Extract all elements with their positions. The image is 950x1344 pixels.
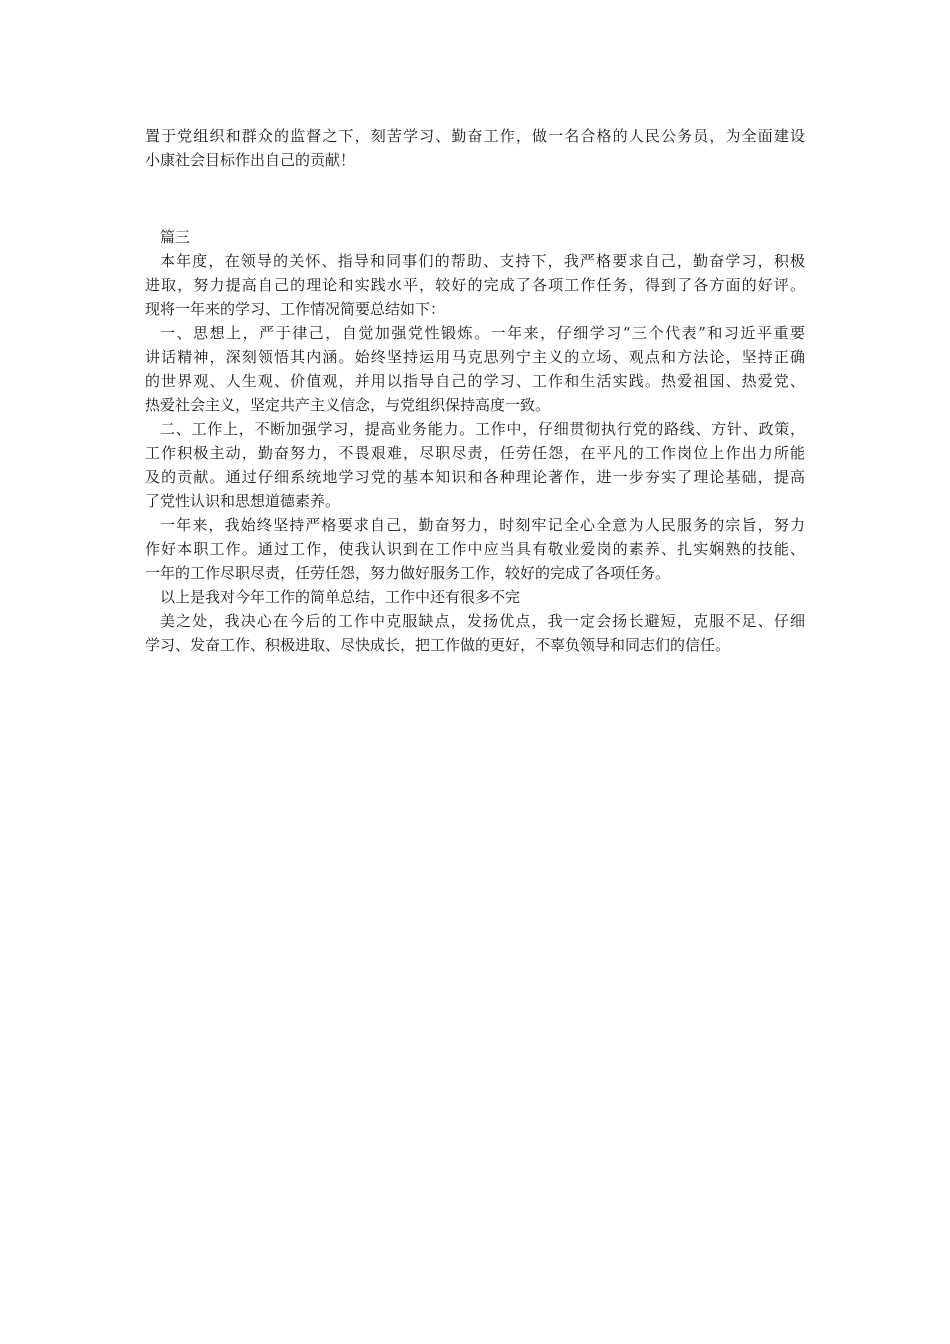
text-line: 进取，努力提高自己的理论和实践水平，较好的完成了各项工作任务，得到了各方面的好评。 [145,276,805,294]
text-line: 现将一年来的学习、工作情况简要总结如下： [145,300,446,318]
text-line: 小康社会目标作出自己的贡献！ [145,151,356,169]
section-body [145,225,805,657]
text-line: 热爱社会主义，坚定共产主义信念，与党组织保持高度一致。 [145,396,551,414]
text-line: 以上是我对今年工作的简单总结，工作中还有很多不完 [160,588,521,606]
text-line: 一年的工作尽职尽责，任劳任怨，努力做好服务工作，较好的完成了各项任务。 [145,564,671,582]
text-line: 学习、发奋工作、积极进取、尽快成长，把工作做的更好，不辜负领导和同志们的信任。 [145,636,731,654]
text-line: 本年度，在领导的关怀、指导和同事们的帮助、支持下，我严格要求自己，勤奋学习，积极 [160,252,805,270]
text-line: 工作积极主动，勤奋努力，不畏艰难，尽职尽责，任劳任怨，在平凡的工作岗位上作出力所能 [145,444,805,462]
text-line: 置于党组织和群众的监督之下，刻苦学习、勤奋工作，做一名合格的人民公务员，为全面建设 [145,127,805,145]
section-lines [145,249,805,657]
text-line: 美之处，我决心在今后的工作中克服缺点，发扬优点，我一定会扬长避短，克服不足、仔细 [160,612,805,630]
continuation-paragraph [145,124,805,172]
section-heading: 篇三 [160,228,191,246]
text-line: 一年来，我始终坚持严格要求自己，勤奋努力，时刻牢记全心全意为人民服务的宗旨，努力 [160,516,805,534]
text-line: 的世界观、人生观、价值观，并用以指导自己的学习、工作和生活实践。热爱祖国、热爱党、 [145,372,805,390]
text-line: 及的贡献。通过仔细系统地学习党的基本知识和各种理论著作，进一步夯实了理论基础，提高 [145,468,805,486]
text-line: 讲话精神，深刻领悟其内涵。始终坚持运用马克思列宁主义的立场、观点和方法论，坚持正确 [145,348,805,366]
text-line: 一、思想上，严于律己，自觉加强党性锻炼。一年来，仔细学习“三个代表”和习近平重要 [160,324,805,342]
text-line: 了党性认识和思想道德素养。 [145,492,341,510]
text-line: 二、工作上，不断加强学习，提高业务能力。工作中，仔细贯彻执行党的路线、方针、政策， [160,420,805,438]
text-line: 作好本职工作。通过工作，使我认识到在工作中应当具有敬业爱岗的素养、扎实娴熟的技能、 [145,540,805,558]
